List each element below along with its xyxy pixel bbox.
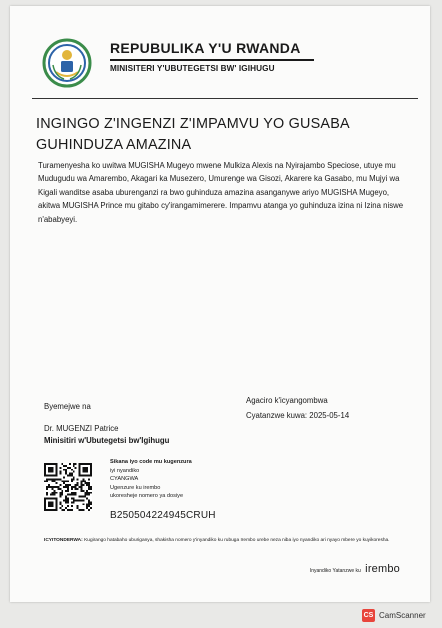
verification-line-3: CYANGWA xyxy=(110,476,139,483)
approved-by-label: Byemejwe na xyxy=(44,402,91,411)
verification-line-2: iyi nyandiko xyxy=(110,467,140,474)
notice-text: Kugirango hatabaho uburiganya, shakisha nomero y'inyandiko ku rubuga Irembo urebe neza niba iyo nyandiko ari nyayo mbere yo kuyikoresha. xyxy=(84,538,390,543)
scan-label: Sikana iyo code mu kugenzura xyxy=(110,459,192,465)
signatory-block xyxy=(44,401,169,447)
notice xyxy=(44,536,422,545)
validity-label: Agaciro k'icyangombwa xyxy=(246,396,328,405)
header-divider xyxy=(32,98,418,99)
document-body: Turamenyesha ko uwitwa MUGISHA Mugeyo mwene Mulkiza Alexis na Nyirajambo Speciose, utuye mu Mudugudu wa Amarembo, Akagari ka Musezero, Umurenge wa Gisozi, Akarere ka Gasabo, mu Mujyi wa Kigali wanditse asaba uburenganzi ra bwo guhinduza amazina asanganywe ariyo MUGISHA Mugeyo, akitwa MUGISHA Prince mu gitabo cy'irangamimerere. Impamvu atanga yo guhinduza izina ni Izina niswe n'ababyeyi. xyxy=(38,161,404,224)
document-title: INGINGO Z'INGENZI Z'IMPAMVU YO GUSABA GUHINDUZA AMAZINA xyxy=(36,116,350,153)
file-number: B250504224945CRUH xyxy=(110,510,216,521)
camscanner-label: CamScanner xyxy=(379,611,426,620)
ministry-title: MINISITERI Y'UBUTEGETSI BW' IGIHUGU xyxy=(110,64,275,73)
footer-prefix: Inyandiko Yatanzwe ku xyxy=(309,568,361,574)
issue-date: Cyatanzwe kuwa: 2025-05-14 xyxy=(246,411,350,420)
verification-line-4: Ugenzure ku irembo xyxy=(110,484,161,491)
document-page xyxy=(10,6,430,602)
signatory-role: Minisitiri w'Ubutegetsi bw'Igihugu xyxy=(44,436,170,445)
verification-instructions xyxy=(110,458,192,501)
notice-label: ICYITONDERWA: xyxy=(44,538,83,543)
header-rule xyxy=(110,59,314,61)
rwanda-seal-icon xyxy=(42,38,92,88)
verification-line-5: ukoresheje nomero ya dosiye xyxy=(110,493,184,500)
camscanner-badge: CS xyxy=(362,609,375,622)
footer xyxy=(310,563,400,575)
irembo-logo: irembo xyxy=(365,563,400,575)
qr-code-icon xyxy=(44,463,92,511)
signatory-name: Dr. MUGENZI Patrice xyxy=(44,424,119,433)
validity-block xyxy=(246,395,349,422)
republic-title: REPUBULIKA Y'U RWANDA xyxy=(110,40,301,56)
